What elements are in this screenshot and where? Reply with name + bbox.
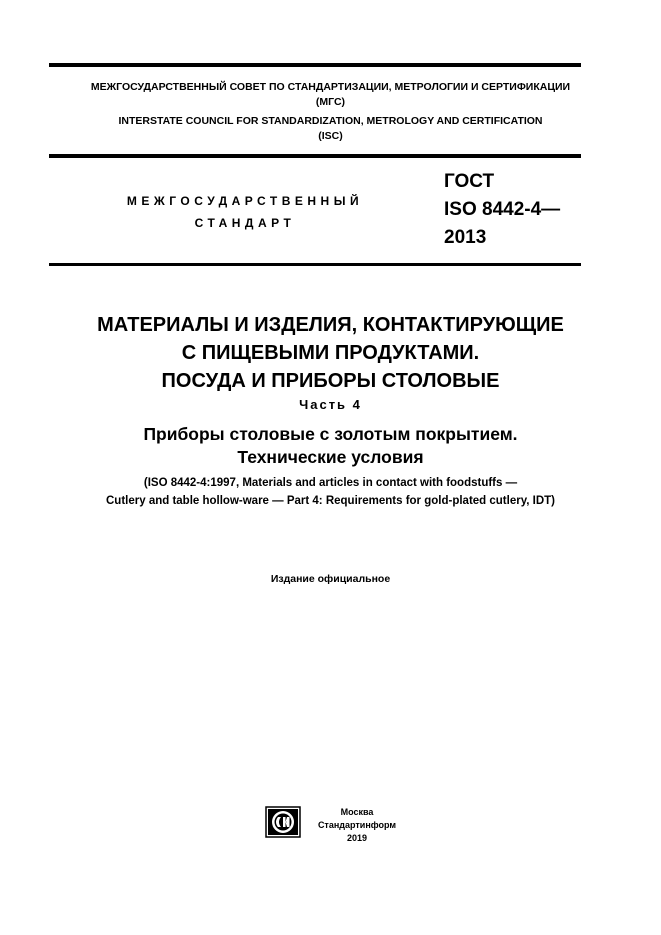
council-ru-line2: (МГС) [315, 96, 346, 108]
standartinform-logo-icon [265, 806, 301, 838]
title-line3: ПОСУДА И ПРИБОРЫ СТОЛОВЫЕ [161, 370, 500, 392]
document-title [0, 311, 661, 395]
title-line2: С ПИЩЕВЫМИ ПРОДУКТАМИ. [181, 342, 480, 364]
publisher-year: 2019 [346, 833, 368, 843]
intl-line2: Cutlery and table hollow-ware — Part 4: Requirements for gold-plated cutlery, IDT) [106, 495, 555, 507]
gost-line1: ГОСТ [444, 171, 495, 192]
top-rule [49, 63, 581, 67]
designation-rule [49, 263, 581, 266]
international-reference [0, 474, 661, 510]
standard-kind-line1: МЕЖГОСУДАРСТВЕННЫЙ [126, 194, 364, 208]
subtitle-line2: Технические условия [237, 447, 424, 467]
council-en-line1: INTERSTATE COUNCIL FOR STANDARDIZATION, METROLOGY AND CERTIFICATION [118, 115, 543, 127]
title-line1: МАТЕРИАЛЫ И ИЗДЕЛИЯ, КОНТАКТИРУЮЩИЕ [97, 314, 564, 336]
header-rule [49, 154, 581, 158]
publisher [312, 806, 402, 845]
gost-line2: ISO 8442-4— [444, 199, 561, 220]
council-en-line2: (ISC) [318, 130, 343, 142]
council-header [0, 80, 661, 144]
edition-label: Издание официальное [270, 573, 391, 585]
publisher-name: Стандартинформ [317, 820, 397, 830]
subtitle-line1: Приборы столовые с золотым покрытием. [143, 424, 518, 444]
standard-kind [60, 190, 430, 234]
council-ru-line1: МЕЖГОСУДАРСТВЕННЫЙ СОВЕТ ПО СТАНДАРТИЗАЦИИ, МЕТРОЛОГИИ И СЕРТИФИКАЦИИ [90, 81, 571, 93]
gost-designation [444, 168, 560, 252]
gost-line3: 2013 [444, 227, 487, 248]
standard-kind-line2: СТАНДАРТ [194, 216, 296, 230]
publisher-city: Москва [340, 807, 374, 817]
intl-line1: (ISO 8442-4:1997, Materials and articles in contact with foodstuffs — [143, 477, 518, 489]
document-subtitle [0, 423, 661, 469]
part-number: Часть 4 [299, 397, 362, 412]
